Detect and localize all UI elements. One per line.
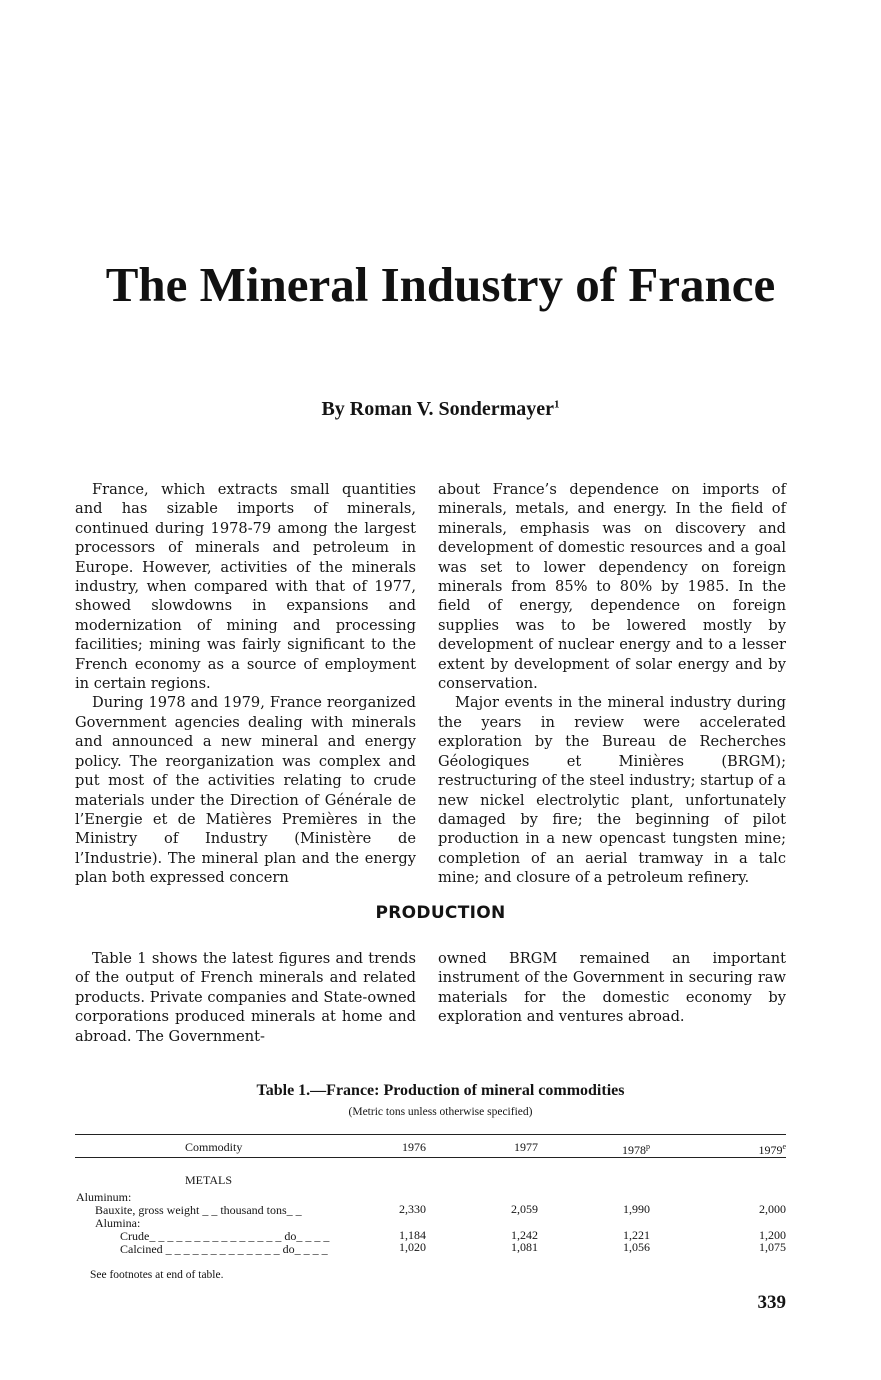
table-row-label: Crude_ _ _ _ _ _ _ _ _ _ _ _ _ _ _ do_ _ _ _ (120, 1229, 330, 1243)
table-cell: 1,075 (759, 1240, 786, 1254)
table-header-rule (75, 1157, 786, 1158)
header-1978-year: 1978 (622, 1143, 646, 1157)
table-cell: 1,184 (399, 1228, 426, 1242)
table-section-metals: METALS (185, 1173, 233, 1187)
table-cell: 1,020 (399, 1240, 426, 1254)
table-note: See footnotes at end of table. (90, 1269, 224, 1281)
page-number: 339 (757, 1292, 786, 1313)
paragraph-major-events: Major events in the mineral industry during the years in review were accelerated exploration by the Bureau de Recherches Géologiques et Minières (BRGM); restructuring of the steel industry; startup of a new nickel electrolytic plant, unfortunately damaged by fire; the beginning of pilot production in a new opencast tungsten mine; completion of an aerial tramway in a talc mine; and closure of a petroleum refinery. (438, 694, 786, 887)
table-cell: 2,330 (399, 1202, 426, 1216)
footnote-mark: 1 (554, 398, 560, 411)
column-4 (438, 949, 786, 1027)
paragraph-production: Table 1 shows the latest figures and trends of the output of French minerals and related products. Private companies and State-owned corporations produced minerals at home and abroad. The Government- (75, 950, 416, 1045)
article-title: The Mineral Industry of France (105, 257, 776, 312)
paragraph-reorganization: During 1978 and 1979, France reorganized Government agencies dealing with minerals and announced a new mineral and energy policy. The reorganization was complex and put most of the activities relating to crude materials under the Direction of Générale de l’Energie et de Matières Premières in the Ministry of Industry (Ministère de l’Industrie). The mineral plan and the energy plan both expressed concern (75, 694, 416, 887)
header-1978 (590, 1141, 650, 1156)
section-heading-production: PRODUCTION (375, 903, 506, 923)
byline (80, 398, 801, 421)
paragraph-reorganization-continued: about France’s dependence on imports of minerals, metals, and energy. In the field of minerals, emphasis was on discovery and development of domestic resources and a goal was set to lower dependency on foreign minerals from 85% to 80% by 1985. In the field of energy, dependence on foreign supplies was to be lowered mostly by development of nuclear energy and to a lesser extent by development of solar energy and by conservation. (438, 481, 786, 693)
paragraph-production-continued: owned BRGM remained an important instrument of the Government in securing raw materials for the domestic economy by exploration and ventures abroad. (438, 950, 786, 1026)
table-cell: 1,221 (623, 1228, 650, 1242)
table-cell: 1,200 (759, 1228, 786, 1242)
column-2 (438, 480, 786, 888)
header-1979 (726, 1141, 786, 1156)
header-1976: 1976 (402, 1140, 426, 1154)
table-cell: 1,056 (623, 1240, 650, 1254)
header-1977: 1977 (514, 1140, 538, 1154)
table-top-rule (75, 1134, 786, 1135)
table-title: Table 1.—France: Production of mineral commodities (256, 1082, 625, 1099)
header-1978-mark: p (646, 1142, 650, 1151)
header-1979-year: 1979 (758, 1143, 783, 1157)
column-1 (75, 480, 416, 888)
table-cell: 1,081 (511, 1240, 538, 1254)
table-cell: 2,059 (511, 1202, 538, 1216)
table-row-label: Bauxite, gross weight _ _ thousand tons_ _ (95, 1203, 302, 1217)
author-name: By Roman V. Sondermayer (321, 398, 555, 420)
table-subgroup-alumina: Alumina: (95, 1216, 141, 1230)
table-subtitle: (Metric tons unless otherwise specified) (348, 1106, 533, 1118)
table-group-aluminum: Aluminum: (76, 1190, 132, 1204)
table-cell: 1,990 (623, 1202, 650, 1216)
table-cell: 1,242 (511, 1228, 538, 1242)
table-cell: 2,000 (759, 1202, 786, 1216)
paragraph-intro: France, which extracts small quantities and has sizable imports of minerals, continued during 1978-79 among the largest processors of minerals and petroleum in Europe. However, activities of the minerals industry, when compared with that of 1977, showed slowdowns in expansions and modernization of mining and processing facilities; mining was fairly significant to the French economy as a source of employment in certain regions. (75, 481, 416, 693)
header-1979-mark: e (782, 1142, 786, 1151)
header-commodity: Commodity (185, 1140, 243, 1154)
table-row-label: Calcined _ _ _ _ _ _ _ _ _ _ _ _ _ do_ _ _ _ (120, 1242, 328, 1256)
column-3 (75, 949, 416, 1046)
